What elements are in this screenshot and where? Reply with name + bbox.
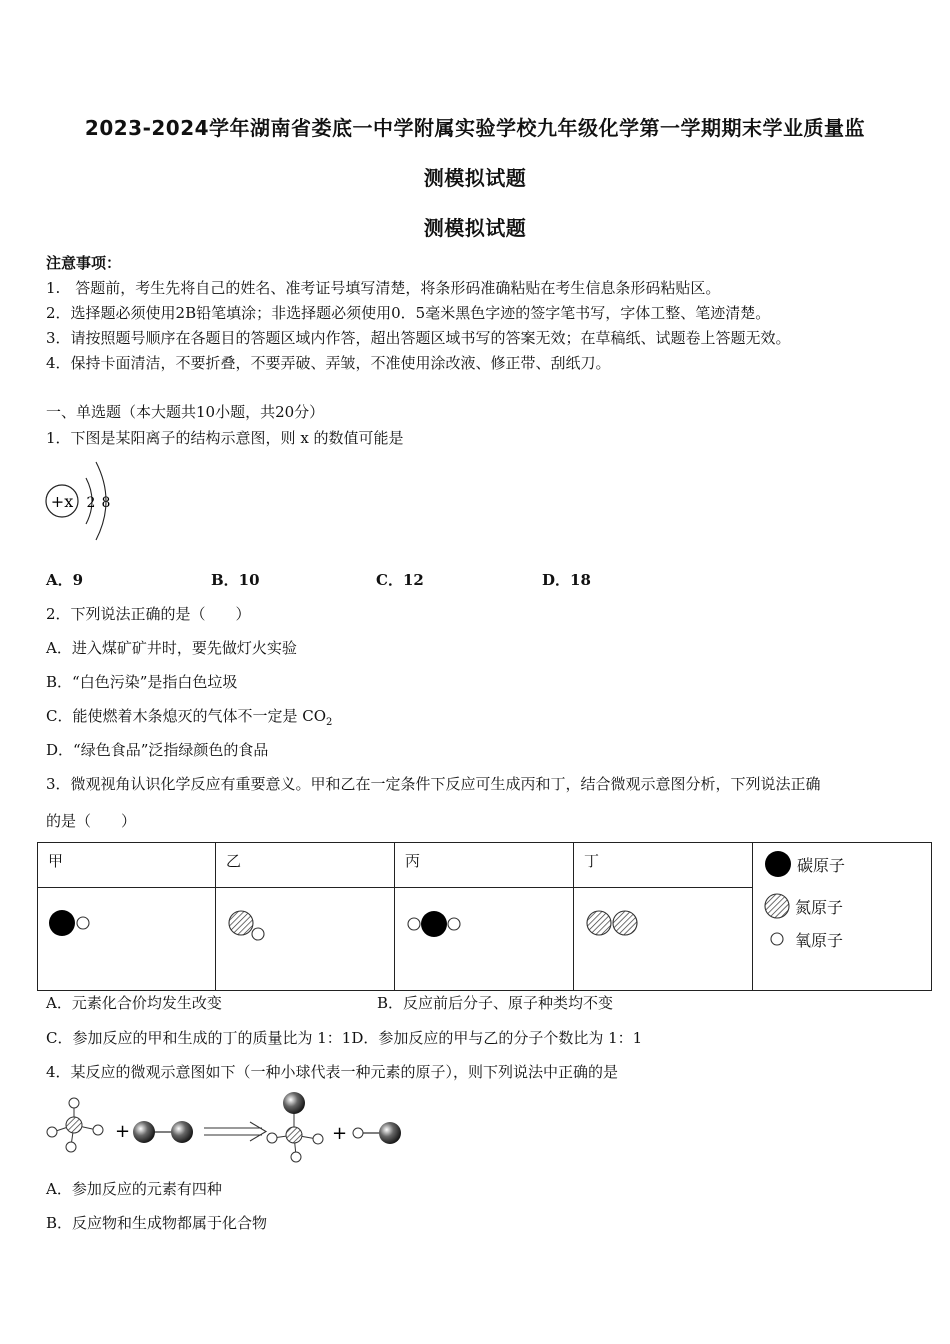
shell2-electrons: 8: [101, 495, 111, 511]
table-header-bing: 丙: [395, 843, 574, 888]
q1-option-c: C．12: [376, 571, 424, 589]
section-heading: 一、单选题（本大题共10小题，共20分）: [46, 403, 325, 421]
q1-option-b: B．10: [211, 571, 260, 589]
q2-option-c: [46, 705, 332, 728]
q2-option-c-subscript: 2: [326, 717, 333, 728]
q1-stem: 1．下图是某阳离子的结构示意图，则 x 的数值可能是: [46, 429, 404, 447]
oxygen-atom-icon: [771, 933, 783, 945]
molecule-ding-cell: [574, 888, 753, 991]
table-header-ding: 丁: [574, 843, 753, 888]
q3-stem-line2: 的是（ ）: [46, 812, 137, 830]
molecule-jia-cell: [38, 888, 216, 991]
q2-stem: 2．下列说法正确的是（ ）: [46, 605, 251, 623]
q3-option-b: B．反应前后分子、原子种类均不变: [377, 994, 614, 1012]
molecule-yi-no: [216, 888, 384, 986]
q3-option-cd: C．参加反应的甲和生成的丁的质量比为 1：1D．参加反应的甲与乙的分子个数比为 1：1: [46, 1029, 643, 1047]
table-header-yi: 乙: [216, 843, 395, 888]
legend-carbon-label: 碳原子: [797, 856, 846, 875]
legend-nitrogen-label: 氮原子: [795, 898, 844, 917]
notice-item-1: 1. 答题前，考生先将自己的姓名、准考证号填写清楚，将条形码准确粘贴在考生信息条形码粘贴区。: [46, 279, 721, 297]
atom-legend-cell: [753, 843, 932, 991]
molecule-bing-co2: [395, 888, 563, 986]
notice-item-4: 4．保持卡面清洁，不要折叠，不要弄破、弄皱，不准使用涂改液、修正带、刮纸刀。: [46, 354, 611, 372]
q1-option-d: D．18: [542, 571, 591, 589]
notice-item-2: 2．选择题必须使用2B铅笔填涂；非选择题必须使用0．5毫米黑色字迹的签字笔书写，字体工整、笔迹清楚。: [46, 304, 771, 322]
q1-option-a: A．9: [46, 571, 84, 589]
nitrogen-atom-icon: [765, 894, 789, 918]
legend-oxygen-label: 氧原子: [795, 931, 844, 950]
plus-sign-2: +: [332, 1123, 348, 1144]
molecule-yi-cell: [216, 888, 395, 991]
reaction-arrow-icon: [204, 1122, 266, 1141]
q4-option-b: B．反应物和生成物都属于化合物: [46, 1214, 268, 1232]
product-molecule-1: [267, 1092, 323, 1162]
page-title-line2: 测模拟试题: [423, 166, 527, 190]
q2-option-d: D．“绿色食品”泛指绿颜色的食品: [46, 741, 269, 759]
q2-option-b: B．“白色污染”是指白色垃圾: [46, 673, 238, 691]
molecule-ding-n2: [574, 888, 742, 986]
page-title-line1: 2023-2024学年湖南省娄底一中学附属实验学校九年级化学第一学期期末学业质量监: [84, 116, 866, 140]
product-molecule-2: [353, 1122, 401, 1144]
page-title-line3: 测模拟试题: [423, 216, 527, 240]
table-header-jia: 甲: [38, 843, 216, 888]
molecule-bing-cell: [395, 888, 574, 991]
carbon-atom-icon: [765, 851, 791, 877]
q4-stem: 4．某反应的微观示意图如下（一种小球代表一种元素的原子），则下列说法中正确的是: [46, 1063, 619, 1081]
q3-stem-line1: 3．微观视角认识化学反应有重要意义。甲和乙在一定条件下反应可生成丙和丁，结合微观示意图分析，下列说法正确: [46, 775, 821, 793]
reactant-molecule-1: [47, 1098, 103, 1152]
shell1-electrons: 2: [86, 495, 96, 511]
notice-heading: 注意事项：: [46, 254, 122, 272]
q3-option-a: A．元素化合价均发生改变: [46, 994, 222, 1012]
reactant-molecule-2: [133, 1121, 193, 1143]
molecule-jia-co: [38, 888, 205, 986]
q2-option-a: A．进入煤矿矿井时，要先做灯火实验: [46, 639, 297, 657]
ion-structure-diagram: [40, 456, 130, 548]
nucleus-charge-label: +x: [50, 492, 74, 511]
notice-item-3: 3．请按照题号顺序在各题目的答题区域内作答，超出答题区域书写的答案无效；在草稿纸、试题卷上答题无效。: [46, 329, 791, 347]
q2-option-c-text: C．能使燃着木条熄灭的气体不一定是 CO: [46, 707, 327, 725]
q4-option-a: A．参加反应的元素有四种: [46, 1180, 222, 1198]
q3-molecule-table: [37, 842, 932, 991]
q4-reaction-diagram: [40, 1090, 420, 1166]
plus-sign-1: +: [115, 1121, 131, 1142]
